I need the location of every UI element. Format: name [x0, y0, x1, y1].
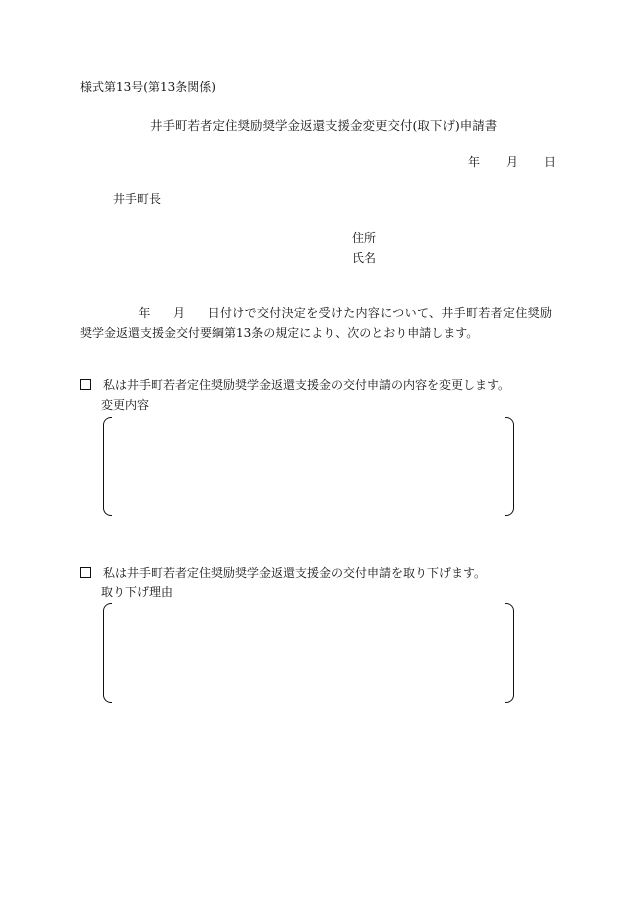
change-checkbox[interactable]	[80, 379, 91, 390]
name-label: 氏名	[352, 251, 377, 265]
addressee: 井手町長	[113, 192, 162, 206]
option-change	[80, 378, 510, 392]
bracket-right	[505, 603, 514, 703]
body-paragraph	[80, 303, 552, 343]
option-change-text: 私は井手町若者定住奨励奨学金返還支援金の交付申請の内容を変更します。	[103, 378, 511, 392]
address-label: 住所	[352, 231, 377, 245]
bracket-right	[505, 417, 514, 516]
option-withdraw-text: 私は井手町若者定住奨励奨学金返還支援金の交付申請を取り下げます。	[103, 566, 487, 580]
body-text: 日付けで交付決定を受けた内容について、井手町若者定住奨励奨学金返還支援金交付要綱第13条の規定により、次のとおり申請します。	[80, 306, 552, 340]
date-day-label: 日	[544, 155, 557, 169]
form-number: 様式第13号(第13条関係)	[80, 80, 216, 94]
document-title: 井手町若者定住奨励奨学金返還支援金変更交付(取下げ)申請書	[150, 118, 498, 133]
date-year-label: 年	[468, 155, 481, 169]
change-content-label: 変更内容	[101, 398, 150, 412]
date-line	[468, 155, 556, 169]
change-content-field[interactable]	[103, 417, 514, 516]
option-withdraw	[80, 566, 486, 580]
withdraw-reason-field[interactable]	[103, 603, 514, 703]
withdraw-reason-label: 取り下げ理由	[101, 585, 174, 599]
bracket-left	[103, 417, 112, 516]
withdraw-checkbox[interactable]	[80, 567, 91, 578]
date-month-label: 月	[506, 155, 519, 169]
body-month-label: 月	[172, 306, 186, 320]
bracket-left	[103, 603, 112, 703]
body-year-label: 年	[138, 306, 151, 320]
